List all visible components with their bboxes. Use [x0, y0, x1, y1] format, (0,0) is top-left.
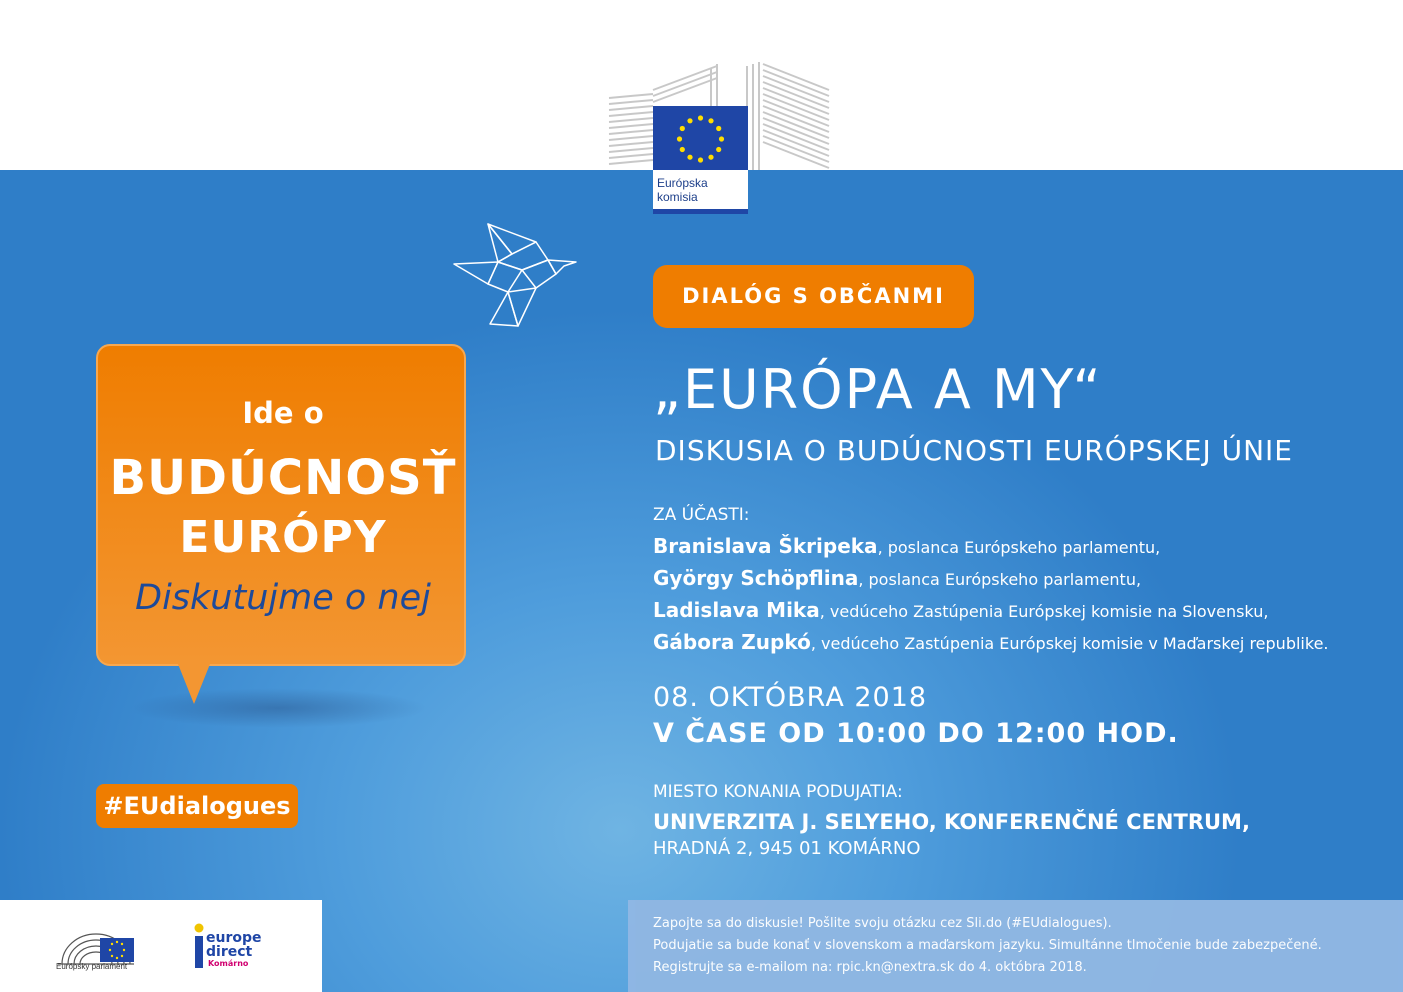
- info-line: Registrujte sa e-mailom na: rpic.kn@nextra.sk do 4. októbra 2018.: [653, 960, 1087, 975]
- ed-line3: Komárno: [208, 959, 249, 968]
- speaker-item: [653, 531, 1329, 563]
- ep-label: Európsky parlament: [56, 962, 128, 971]
- venue-name: UNIVERZITA J. SELYEHO, KONFERENČNÉ CENTRUM,: [653, 810, 1250, 834]
- speaker-name: Gábora Zupkó: [653, 630, 811, 654]
- venue-address: HRADNÁ 2, 945 01 KOMÁRNO: [653, 838, 921, 859]
- speech-bubble: [96, 344, 466, 666]
- venue-label: MIESTO KONANIA PODUJATIA:: [653, 782, 903, 802]
- participants-label: ZA ÚČASTI:: [653, 505, 750, 525]
- speaker-name: Ladislava Mika: [653, 598, 820, 622]
- info-line: Podujatie sa bude konať v slovenskom a maďarskom jazyku. Simultánne tlmočenie bude zabezpečené.: [653, 938, 1322, 953]
- speakers-list: [653, 531, 1329, 659]
- hashtag-badge: #EUdialogues: [96, 784, 298, 828]
- event-subtitle: DISKUSIA O BUDÚCNOSTI EURÓPSKEJ ÚNIE: [655, 434, 1293, 467]
- bubble-line3: EURÓPY: [179, 512, 387, 563]
- ec-name-line1: Európska: [657, 176, 708, 190]
- partner-logos: [0, 900, 322, 992]
- ec-logo: [653, 106, 748, 214]
- event-time: V ČASE OD 10:00 DO 12:00 HOD.: [653, 718, 1179, 749]
- speaker-item: [653, 595, 1329, 627]
- event-title: „EURÓPA A MY“: [653, 358, 1103, 421]
- speaker-role: , vedúceho Zastúpenia Európskej komisie v Maďarskej republike.: [810, 634, 1329, 653]
- bubble-line2: BUDÚCNOSŤ: [109, 450, 457, 506]
- event-badge: DIALÓG S OBČANMI: [653, 265, 974, 328]
- bubble-shadow: [128, 688, 428, 728]
- bubble-line4: Diskutujme o nej: [135, 578, 431, 618]
- speaker-role: , vedúceho Zastúpenia Európskej komisie na Slovensku,: [819, 602, 1269, 621]
- speaker-name: György Schöpflina: [653, 566, 859, 590]
- info-line: Zapojte sa do diskusie! Pošlite svoju otázku cez Sli.do (#EUdialogues).: [653, 916, 1112, 931]
- speaker-item: [653, 627, 1329, 659]
- bubble-tail: [178, 664, 210, 704]
- speaker-name: Branislava Škripeka: [653, 534, 878, 558]
- europe-direct-logo: [192, 918, 262, 974]
- ed-line1: europe: [206, 930, 262, 946]
- europe-direct-i-icon: [192, 922, 206, 972]
- ec-logo-bar: [653, 209, 748, 214]
- eu-flag-icon: [653, 106, 748, 170]
- bubble-line1: Ide o: [242, 396, 324, 430]
- speaker-role: , poslanca Európskeho parlamentu,: [858, 570, 1142, 589]
- info-box: [628, 900, 1403, 992]
- event-date: 08. OKTÓBRA 2018: [653, 682, 928, 713]
- origami-dove-icon: [452, 222, 578, 328]
- ed-line2: direct: [206, 944, 253, 960]
- speaker-item: [653, 563, 1329, 595]
- ec-name-line2: komisia: [657, 190, 698, 204]
- ec-name: [657, 176, 747, 204]
- speaker-role: , poslanca Európskeho parlamentu,: [877, 538, 1161, 557]
